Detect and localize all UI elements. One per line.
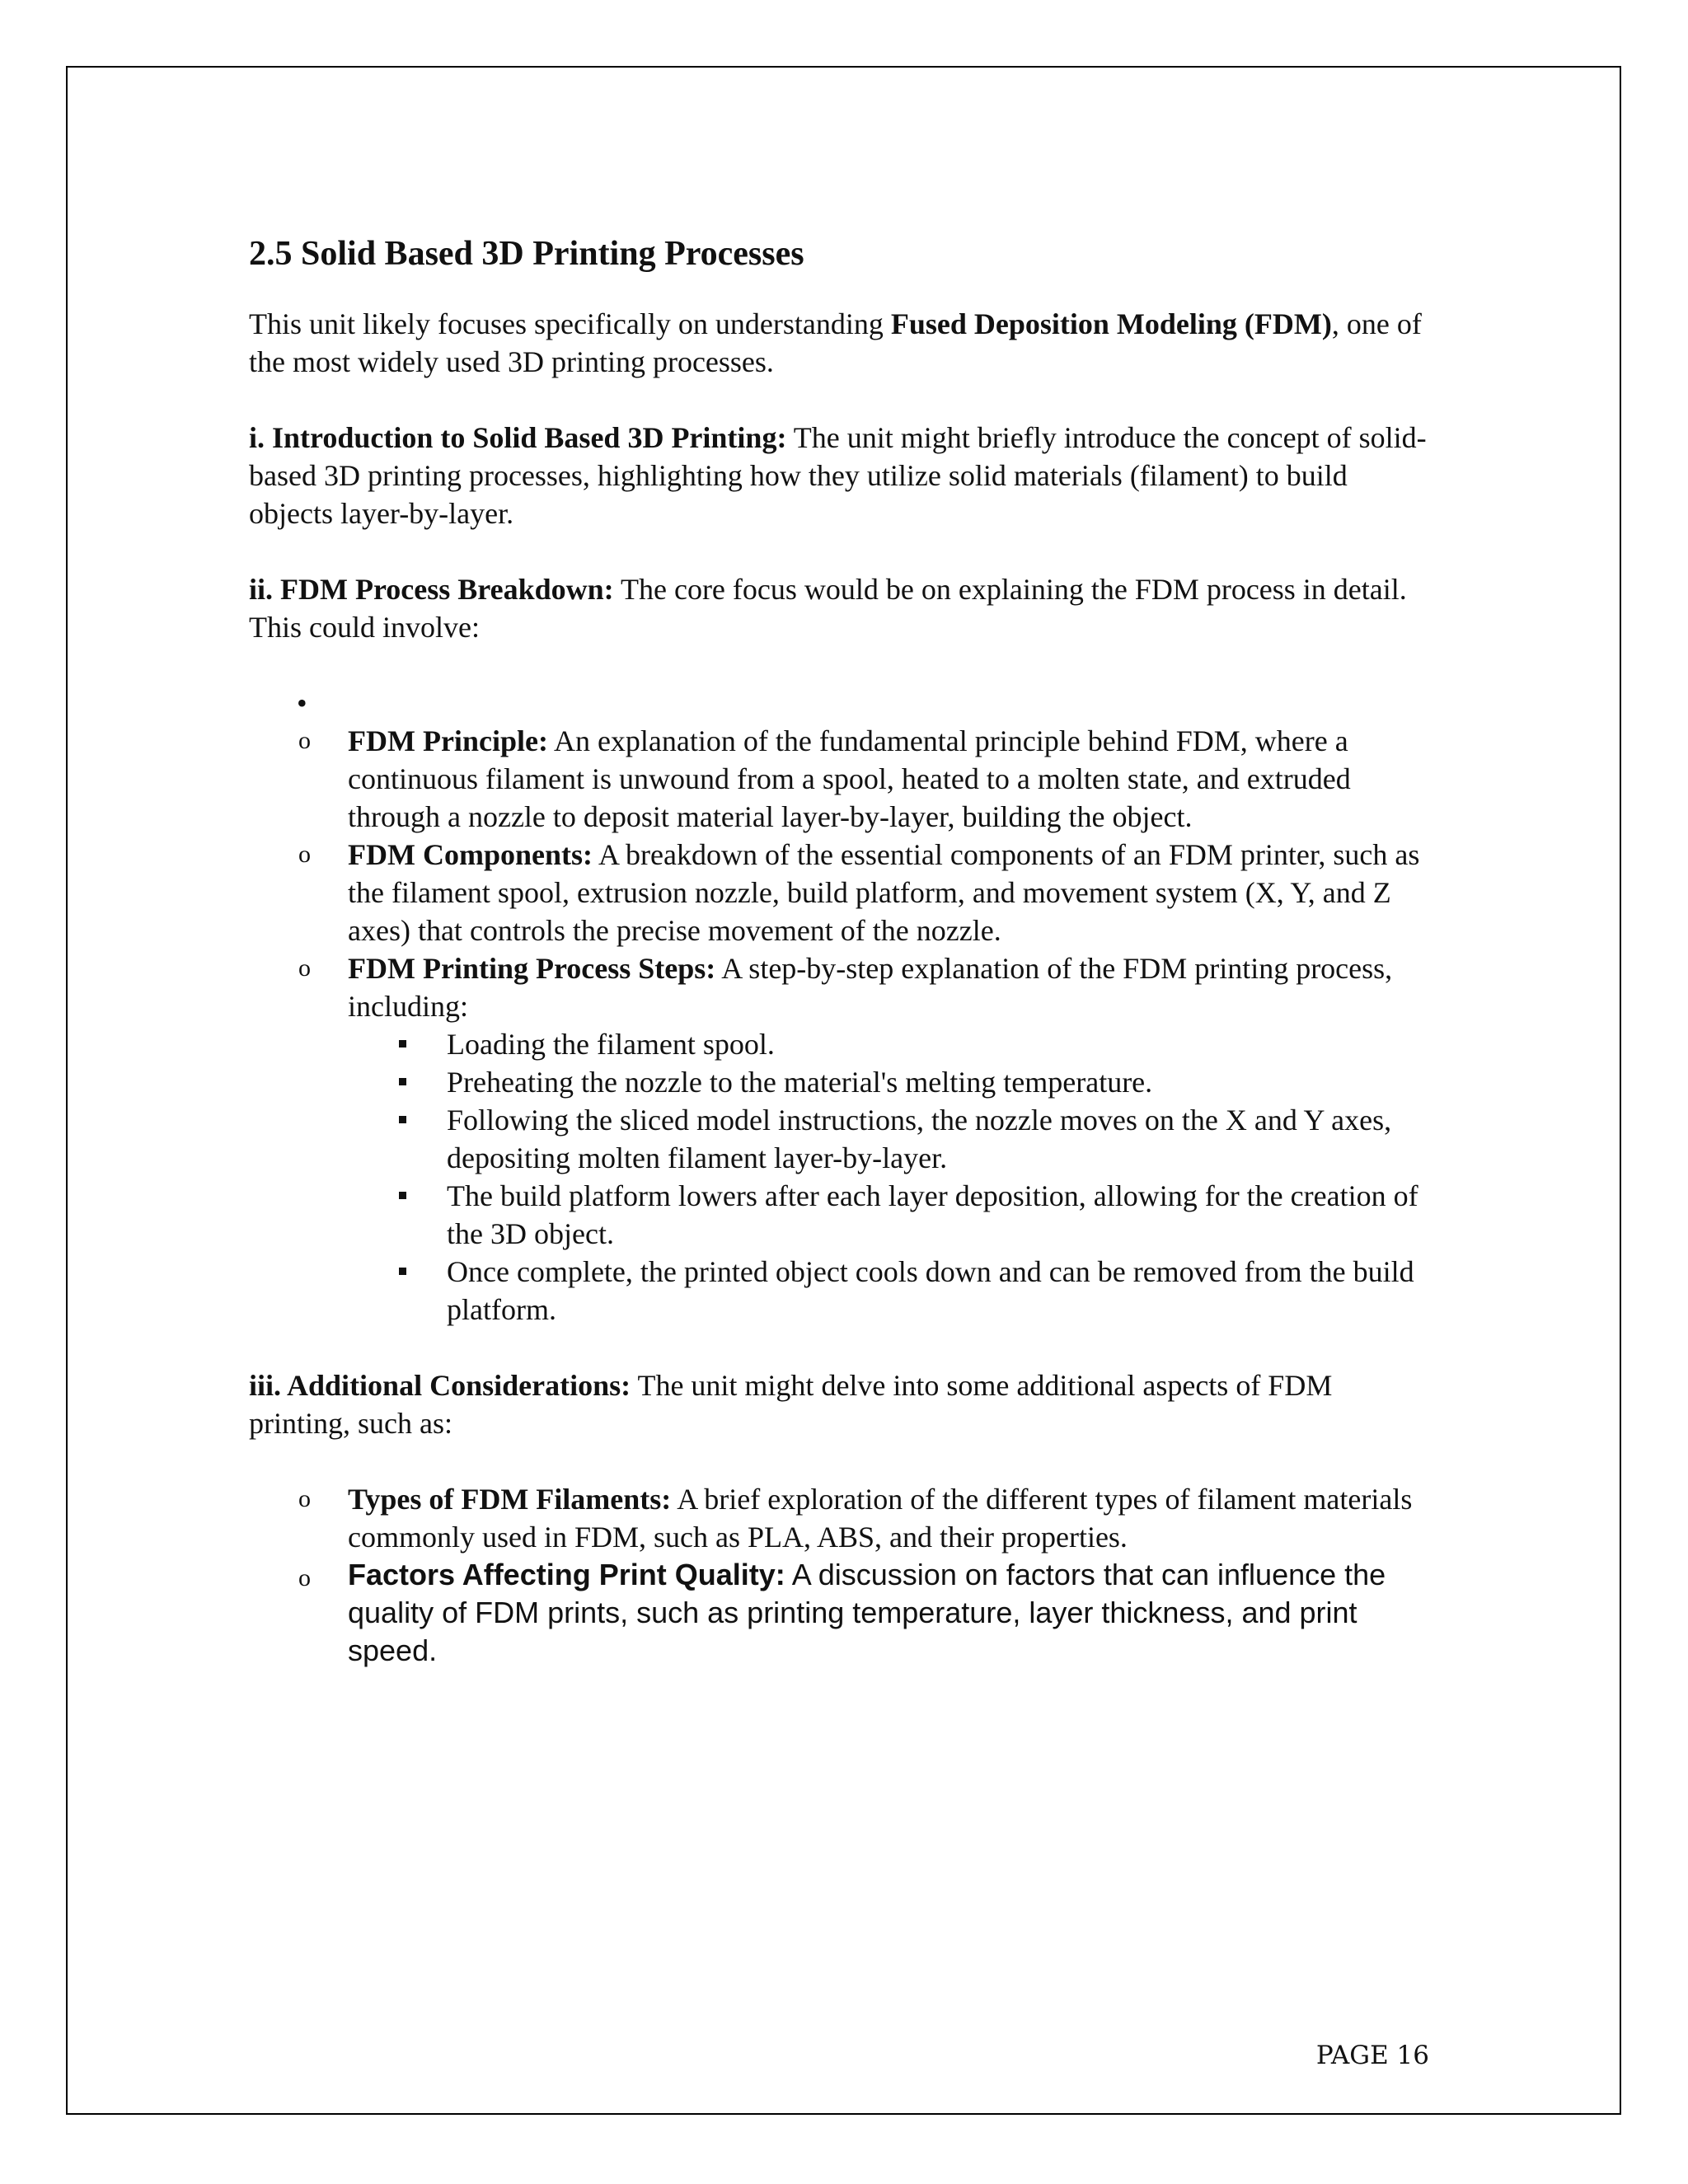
fdm-breakdown-list [249, 722, 1436, 1329]
list-item-filament-types: o Types of FDM Filaments: A brief exploration of the different types of filament materials commonly used in FDM, such as PLA, ABS, and their properties. [249, 1480, 1436, 1556]
page-number: PAGE 16 [1315, 2041, 1429, 2070]
section-3-heading: iii. Additional Considerations: [249, 1369, 631, 1402]
list-marker: o [298, 1485, 311, 1512]
list-marker: o [298, 841, 311, 868]
step-item: Loading the filament spool. [348, 1025, 1436, 1063]
list-marker: o [298, 954, 311, 982]
bullet-glyph: • [297, 687, 307, 719]
section-2-paragraph: ii. FDM Process Breakdown: The core focus would be on explaining the FDM process in detail. This could involve: [249, 573, 1407, 644]
square-bullet-icon [399, 1078, 406, 1085]
section-1-heading: i. Introduction to Solid Based 3D Printing: [249, 421, 787, 454]
process-steps-list [348, 1025, 1436, 1329]
section-1-paragraph: i. Introduction to Solid Based 3D Printing: The unit might briefly introduce the concept of solid-based 3D printing processes, highlighting how they utilize solid materials (filament) to build objects layer-by-layer. [249, 421, 1427, 530]
step-item: Once complete, the printed object cools down and can be removed from the build platform. [348, 1253, 1436, 1329]
list-marker: o [298, 727, 311, 754]
list-item-fdm-components: o FDM Components: A breakdown of the essential components of an FDM printer, such as the filament spool, extrusion nozzle, build platform, and movement system (X, Y, and Z axes) that controls the precise movement of the nozzle. [249, 836, 1436, 949]
list-item-fdm-process-steps: o FDM Printing Process Steps: A step-by-step explanation of the FDM printing process, including: Loading the filament spool. Preheating the nozzle to the material's melting temperature. Following the sliced model instructions, the nozzle moves on the X and Y axes, depositing molten filament layer-by-layer. The build platform lowers after each layer deposition, allowing for the creation of the 3D object. Once complete, the printed object cools down and can be removed from the build platform. [249, 949, 1436, 1329]
list-item-print-quality-factors: o Factors Affecting Print Quality: A discussion on factors that can influence the quality of FDM prints, such as printing temperature, layer thickness, and print speed. [298, 1558, 1386, 1667]
square-bullet-icon [399, 1268, 406, 1275]
spacer [249, 1329, 1436, 1366]
page-title: 2.5 Solid Based 3D Printing Processes [249, 235, 804, 273]
step-item: The build platform lowers after each layer deposition, allowing for the creation of the 3D object. [348, 1177, 1436, 1253]
section-2-heading: ii. FDM Process Breakdown: [249, 573, 614, 606]
section-3-paragraph: iii. Additional Considerations: The unit might delve into some additional aspects of FDM printing, such as: [249, 1369, 1333, 1440]
document-body [249, 232, 1436, 1670]
square-bullet-icon [399, 1116, 406, 1123]
square-bullet-icon [399, 1040, 406, 1047]
additional-considerations-list [249, 1480, 1436, 1670]
list-marker: o [298, 1564, 311, 1591]
square-bullet-icon [399, 1192, 406, 1199]
list-item-fdm-principle: o FDM Principle: An explanation of the fundamental principle behind FDM, where a continuous filament is unwound from a spool, heated to a molten state, and extruded through a nozzle to deposit material layer-by-layer, building the object. [249, 722, 1436, 836]
intro-paragraph: This unit likely focuses specifically on understanding Fused Deposition Modeling (FDM), one of the most widely used 3D printing processes. [249, 307, 1422, 378]
step-item: Following the sliced model instructions, the nozzle moves on the X and Y axes, depositing molten filament layer-by-layer. [348, 1101, 1436, 1177]
step-item: Preheating the nozzle to the material's melting temperature. [348, 1063, 1436, 1101]
empty-bullet [249, 684, 1436, 722]
